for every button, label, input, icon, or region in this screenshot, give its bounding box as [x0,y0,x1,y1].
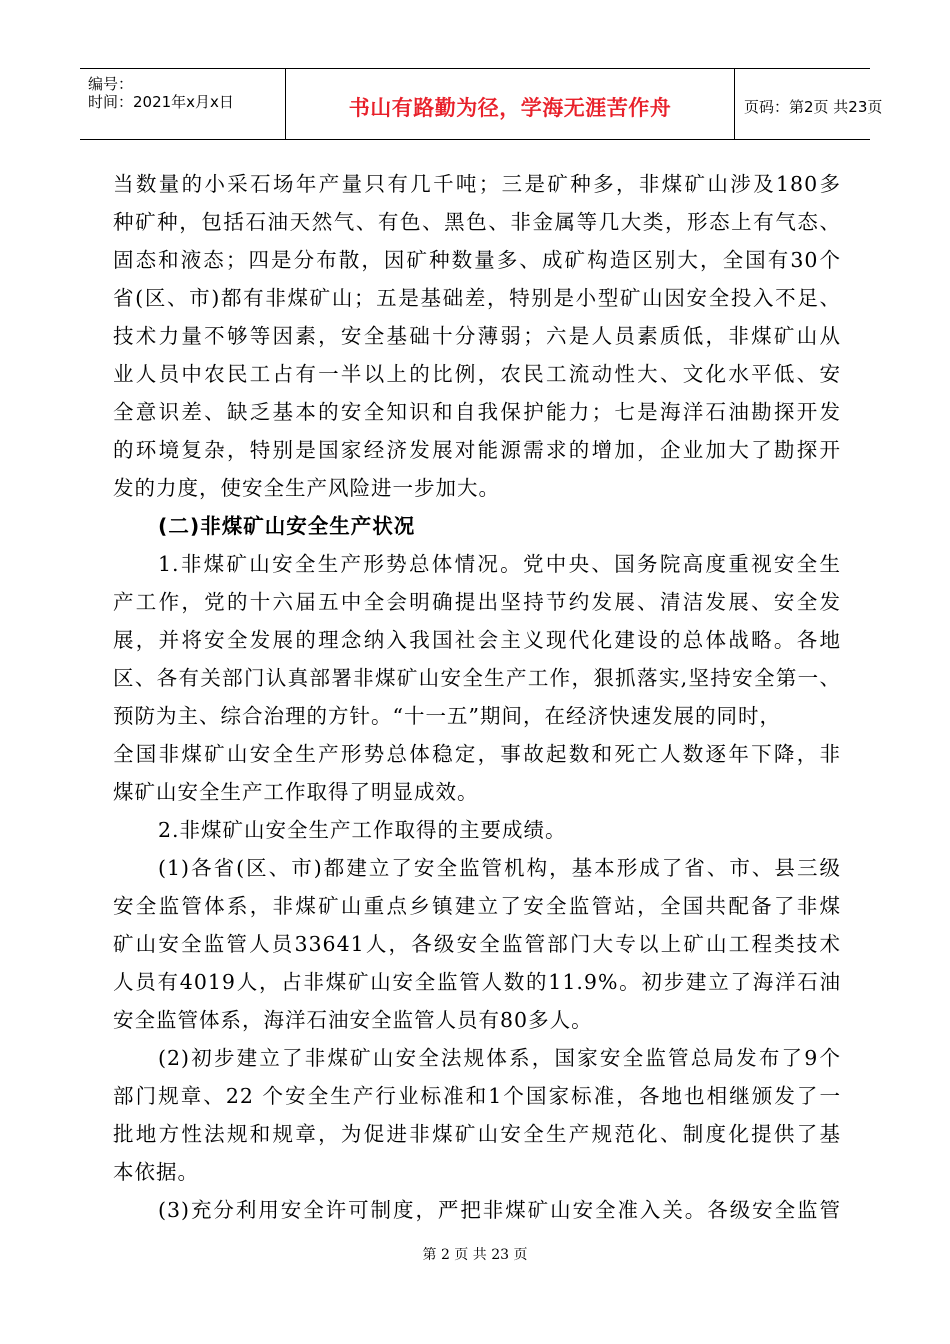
body-line: 人员有4019人，占非煤矿山安全监管人数的11.9%。初步建立了海洋石油 [113,970,841,994]
header-motto: 书山有路勤为径，学海无涯苦作舟 [348,96,672,120]
header-page-cell [734,69,883,139]
document-number-label: 编号： [88,75,134,93]
page-header [80,68,883,140]
body-line: 预防为主、综合治理的方针。“十一五”期间，在经济快速发展的同时， [113,704,781,728]
page-footer: 第 2 页 共 23 页 [422,1247,528,1263]
body-line: 业人员中农民工占有一半以上的比例，农民工流动性大、文化水平低、安 [113,362,841,386]
body-line: 煤矿山安全生产工作取得了明显成效。 [113,780,479,804]
body-line: 1.非煤矿山安全生产形势总体情况。党中央、国务院高度重视安全生 [158,552,841,576]
body-line: 当数量的小采石场年产量只有几千吨；三是矿种多，非煤矿山涉及180多 [113,172,841,196]
body-line: 技术力量不够等因素，安全基础十分薄弱；六是人员素质低，非煤矿山从 [113,324,841,348]
header-page-info: 页码：第2页 共23页 [744,98,883,116]
body-line: (1)各省(区、市)都建立了安全监管机构，基本形成了省、市、县三级 [158,856,841,880]
body-line: 2.非煤矿山安全生产工作取得的主要成绩。 [158,818,567,842]
body-line: 矿山安全监管人员33641人，各级安全监管部门大专以上矿山工程类技术 [113,932,841,956]
body-line: 种矿种，包括石油天然气、有色、黑色、非金属等几大类，形态上有气态、 [113,210,841,234]
body-line: 固态和液态；四是分布散，因矿种数量多、成矿构造区别大，全国有30个 [113,248,841,272]
body-line: 本依据。 [113,1160,199,1184]
body-line: 批地方性法规和规章，为促进非煤矿山安全生产规范化、制度化提供了基 [113,1122,841,1146]
body-line: 的环境复杂，特别是国家经济发展对能源需求的增加，企业加大了勘探开 [113,438,841,462]
body-line: 全意识差、缺乏基本的安全知识和自我保护能力；七是海洋石油勘探开发 [113,400,841,424]
body-line: 省(区、市)都有非煤矿山；五是基础差，特别是小型矿山因安全投入不足、 [113,286,841,310]
body-line: (2)初步建立了非煤矿山安全法规体系，国家安全监管总局发布了9个 [158,1046,841,1070]
body-line: 展，并将安全发展的理念纳入我国社会主义现代化建设的总体战略。各地 [113,628,841,652]
body-line: 安全监管体系，非煤矿山重点乡镇建立了安全监管站，全国共配备了非煤 [113,894,841,918]
body-line: 区、各有关部门认真部署非煤矿山安全生产工作，狠抓落实,坚持安全第一、 [113,666,841,690]
body-line: 全国非煤矿山安全生产形势总体稳定，事故起数和死亡人数逐年下降，非 [113,742,841,766]
header-meta-cell [80,69,285,139]
section-heading: (二)非煤矿山安全生产状况 [158,514,416,538]
body-line: 发的力度，使安全生产风险进一步加大。 [113,476,500,500]
body-line: 安全监管体系，海洋石油安全监管人员有80多人。 [113,1008,593,1032]
body-line: 产工作，党的十六届五中全会明确提出坚持节约发展、清洁发展、安全发 [113,590,841,614]
document-date-label: 时间：2021年x月x日 [88,93,234,111]
body-line: (3)充分利用安全许可制度，严把非煤矿山安全准入关。各级安全监管 [158,1198,841,1222]
body-line: 部门规章、22 个安全生产行业标准和1个国家标准，各地也相继颁发了一 [113,1084,841,1108]
header-motto-cell [285,69,735,139]
